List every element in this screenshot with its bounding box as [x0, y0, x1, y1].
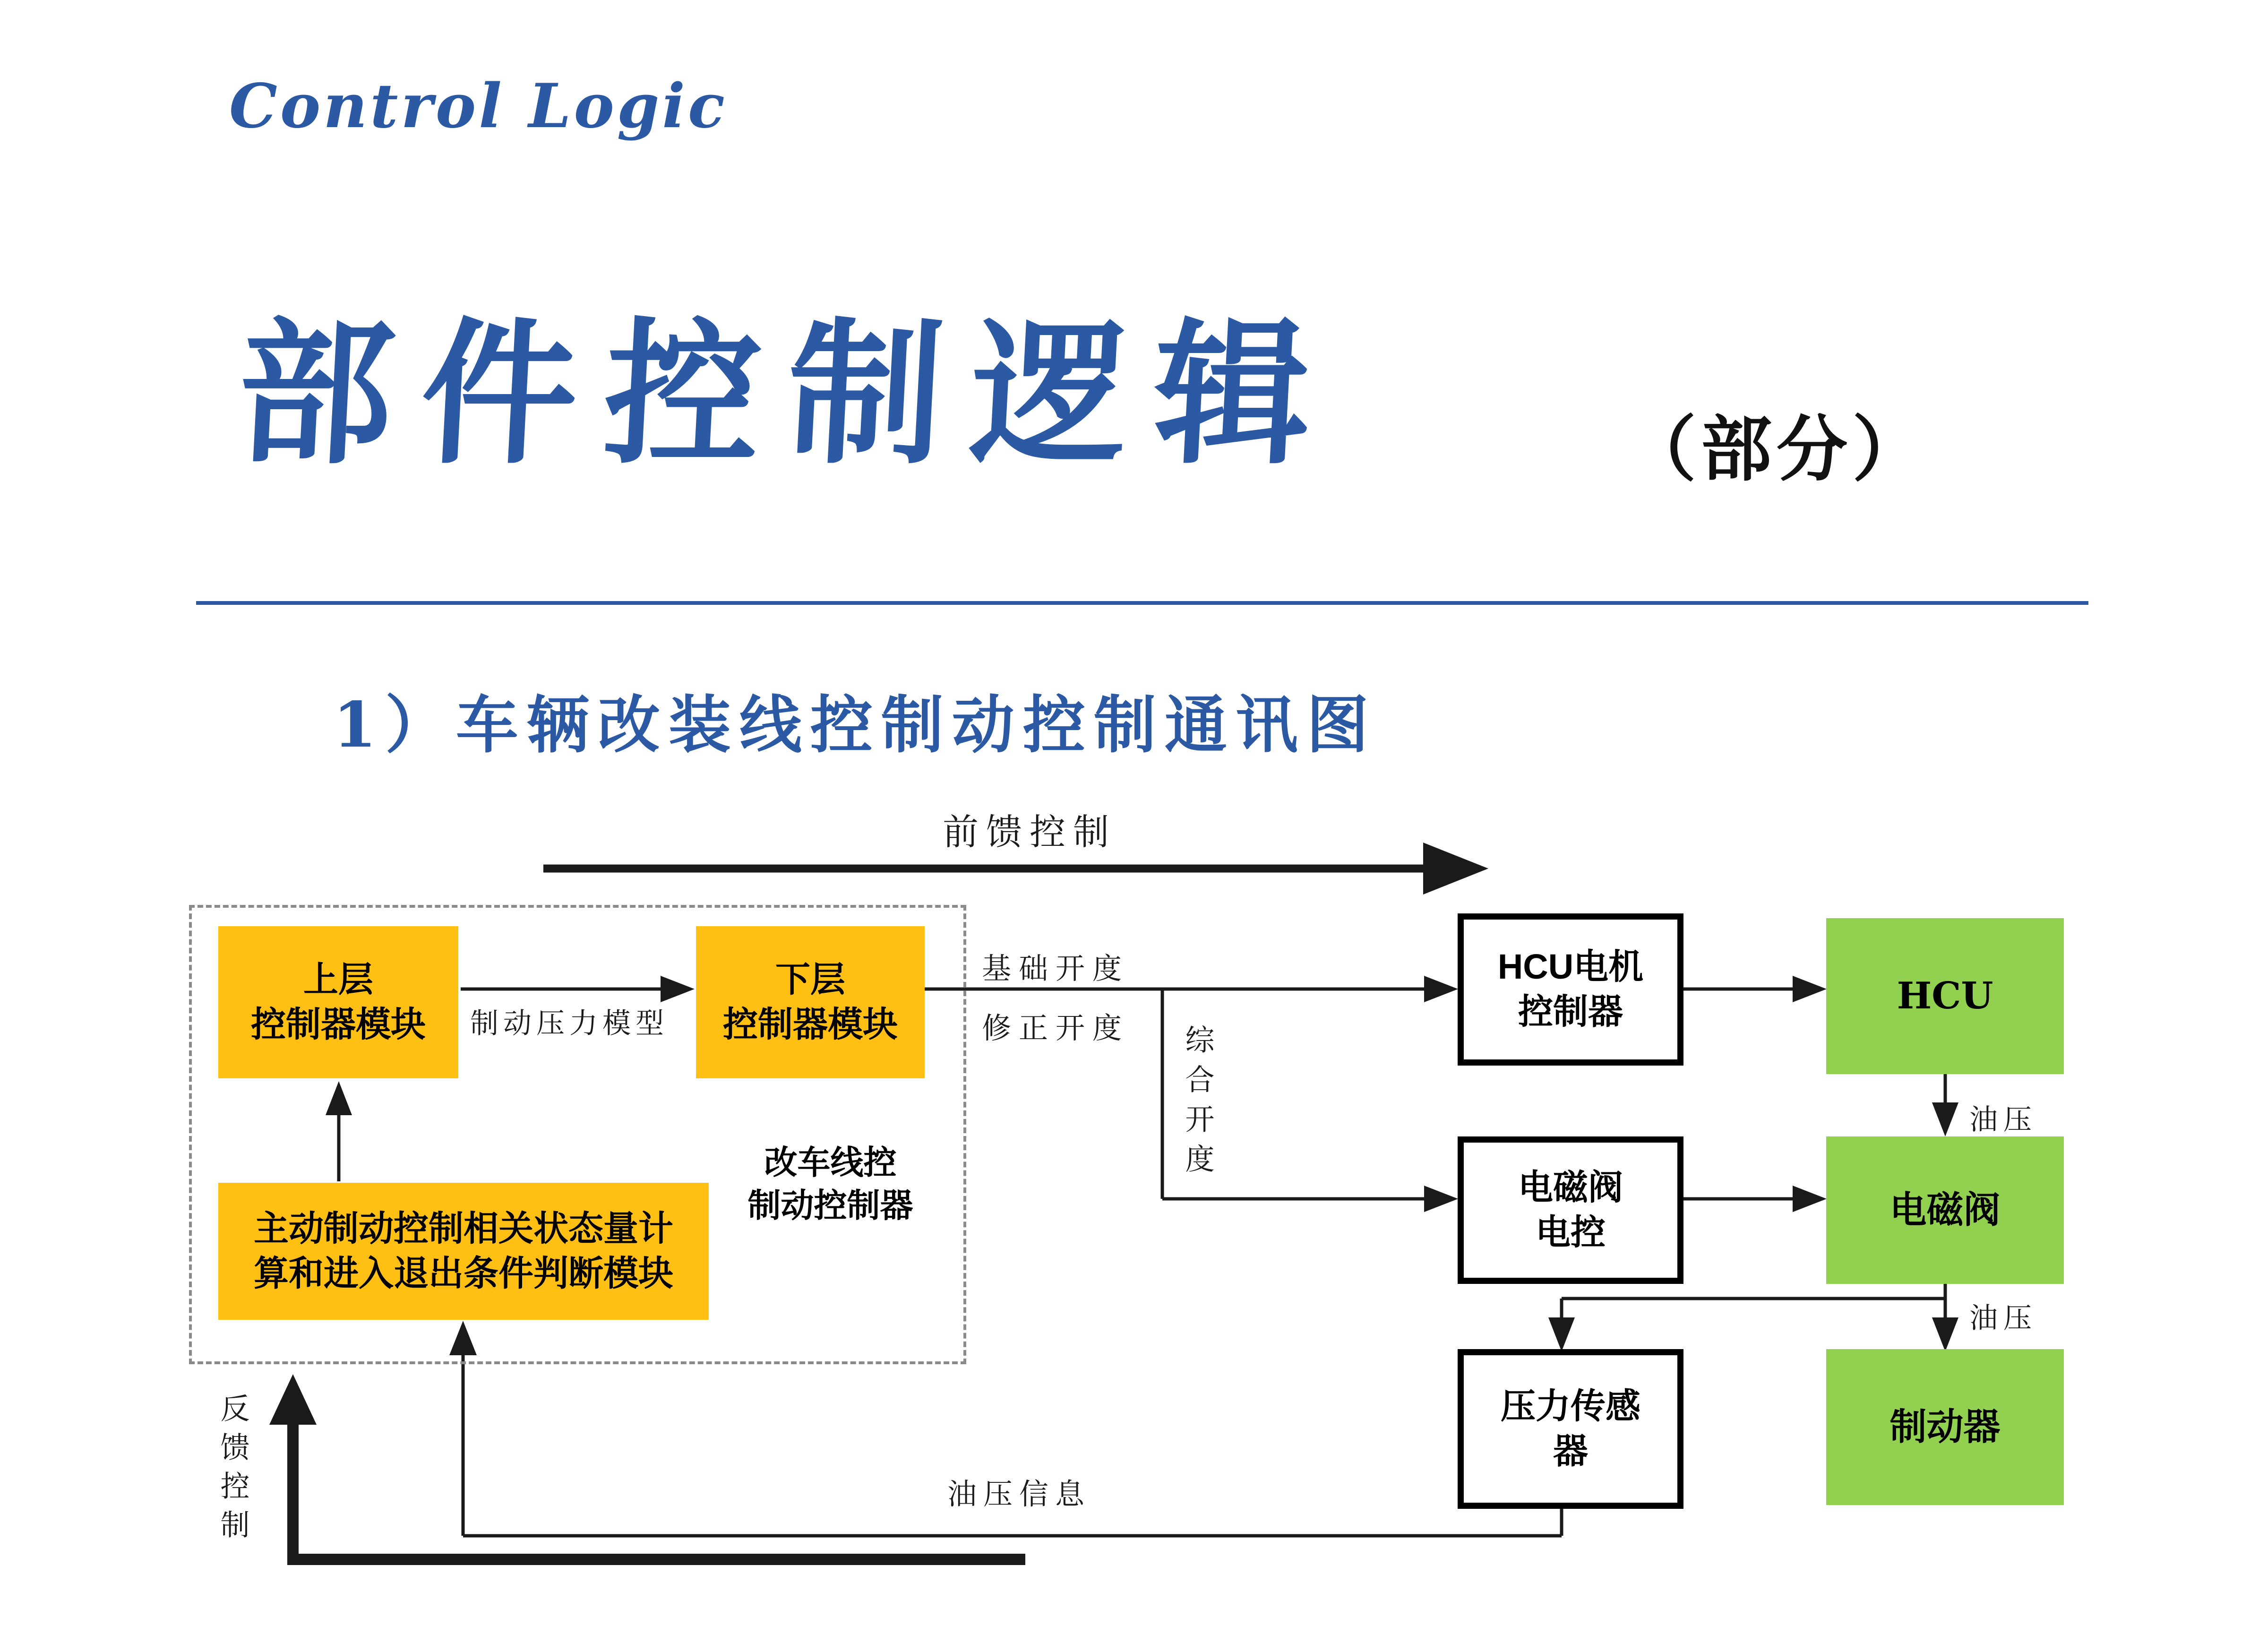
oil-pressure-label-valve-brake: 油压 [1969, 1302, 2037, 1335]
hcu-label: HCU [1897, 974, 1993, 1018]
page-title: 部件控制逻辑 [233, 302, 1343, 485]
solenoid-valve-ecu-line1: 电磁阀 [1518, 1168, 1623, 1207]
feedforward-arrowhead [1423, 843, 1488, 895]
hcu-motor-controller-box [1458, 913, 1683, 1066]
state-calc-box [218, 1183, 709, 1320]
state-calc-line2: 算和进入退出条件判断模块 [254, 1254, 673, 1293]
solenoid-valve-label: 电磁阀 [1889, 1189, 2001, 1231]
solenoid-valve-ecu-line2: 电控 [1536, 1213, 1606, 1252]
page-title-suffix: （部分） [1625, 408, 1928, 491]
corrected-opening-label: 修正开度 [982, 1011, 1130, 1045]
oil-pressure-label-hcu-valve: 油压 [1969, 1103, 2037, 1136]
upper-controller-line1: 上层 [303, 960, 373, 999]
hcu-motor-controller-line1: HCU电机 [1497, 947, 1644, 987]
solenoid-valve-ecu-box [1458, 1136, 1683, 1284]
lower-to-hcumotor-arrowhead [1424, 976, 1458, 1002]
feedback-label: 反馈控制 [215, 1393, 250, 1548]
hcu-motor-controller-line2: 控制器 [1518, 992, 1623, 1031]
oil-pressure-info-label: 油压信息 [947, 1477, 1091, 1511]
wire-brake-controller-label-line2: 制动控制器 [747, 1187, 913, 1224]
hcu-box [1826, 918, 2064, 1074]
solenoid-valve-box [1826, 1136, 2064, 1284]
base-opening-label: 基础开度 [982, 951, 1130, 986]
logo-script-text: Control Logic [229, 71, 728, 142]
upper-controller-box [218, 926, 458, 1078]
valve-to-brake-arrowhead [1932, 1317, 1958, 1351]
wire-brake-controller-label-line1: 改车线控 [764, 1144, 897, 1181]
lower-controller-line2: 控制器模块 [723, 1005, 898, 1044]
junction-to-valveecu-arrowhead [1424, 1186, 1458, 1212]
upper-controller-line2: 控制器模块 [251, 1005, 426, 1044]
feedback-thick-arrowhead [269, 1374, 317, 1425]
valveecu-to-valve-arrowhead [1793, 1186, 1827, 1212]
pressure-sensor-line2: 器 [1553, 1431, 1588, 1471]
section-heading: 1）车辆改装线控制动控制通讯图 [333, 688, 1377, 762]
lower-controller-line1: 下层 [775, 960, 845, 999]
hcu-to-valve-arrowhead [1932, 1102, 1958, 1136]
combined-opening-label: 综合开度 [1180, 1024, 1215, 1183]
brake-pressure-model-label: 制动压力模型 [470, 1007, 669, 1040]
lower-controller-box [696, 926, 925, 1078]
wire-brake-controller-label [718, 1141, 943, 1227]
hcumotor-to-hcu-arrowhead [1793, 976, 1827, 1002]
state-calc-line1: 主动制动控制相关状态量计 [254, 1209, 673, 1248]
brake-box [1826, 1349, 2064, 1505]
pressure-sensor-box [1458, 1349, 1683, 1509]
feedforward-label: 前馈控制 [943, 811, 1116, 853]
pressure-sensor-line1: 压力传感 [1501, 1386, 1640, 1426]
oil-spur-arrowhead [1548, 1317, 1575, 1351]
brake-label: 制动器 [1889, 1406, 2001, 1448]
